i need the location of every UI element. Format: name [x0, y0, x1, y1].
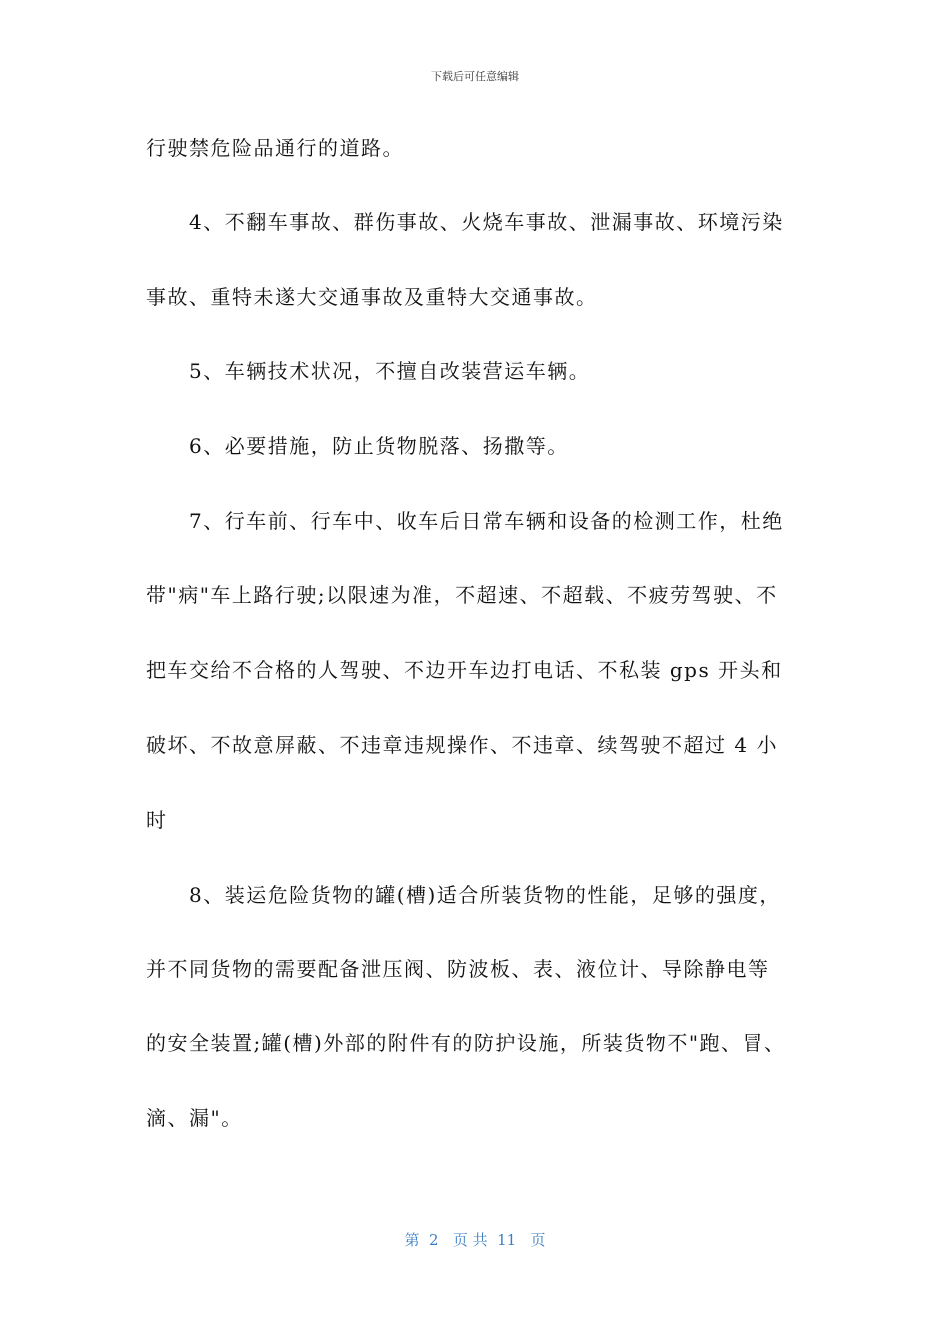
body-line: 8、装运危险货物的罐(槽)适合所装货物的性能，足够的强度， — [189, 883, 781, 907]
body-line: 带"病"车上路行驶;以限速为准，不超速、不超载、不疲劳驾驶、不 — [146, 583, 778, 607]
body-line: 滴、漏"。 — [146, 1106, 243, 1130]
body-line: 6、必要措施，防止货物脱落、扬撒等。 — [189, 434, 569, 458]
body-line: 破坏、不故意屏蔽、不违章违规操作、不违章、续驾驶不超过 4 小 — [146, 733, 778, 757]
body-line: 5、车辆技术状况，不擅自改装营运车辆。 — [189, 359, 591, 383]
body-line: 事故、重特未遂大交通事故及重特大交通事故。 — [146, 285, 598, 309]
page-header-note: 下载后可任意编辑 — [431, 70, 519, 83]
body-line: 7、行车前、行车中、收车后日常车辆和设备的检测工作，杜绝 — [189, 509, 784, 533]
body-line: 并不同货物的需要配备泄压阀、防波板、表、液位计、导除静电等 — [146, 957, 770, 981]
body-line: 把车交给不合格的人驾驶、不边开车边打电话、不私装 gps 开头和 — [146, 658, 783, 682]
page-number-footer: 第 2 页 共 11 页 — [404, 1231, 546, 1249]
body-line: 4、不翻车事故、群伤事故、火烧车事故、泄漏事故、环境污染 — [189, 210, 784, 234]
body-line: 时 — [146, 808, 168, 832]
body-line: 行驶禁危险品通行的道路。 — [146, 136, 404, 160]
body-line: 的安全装置;罐(槽)外部的附件有的防护设施，所装货物不"跑、冒、 — [146, 1031, 786, 1055]
